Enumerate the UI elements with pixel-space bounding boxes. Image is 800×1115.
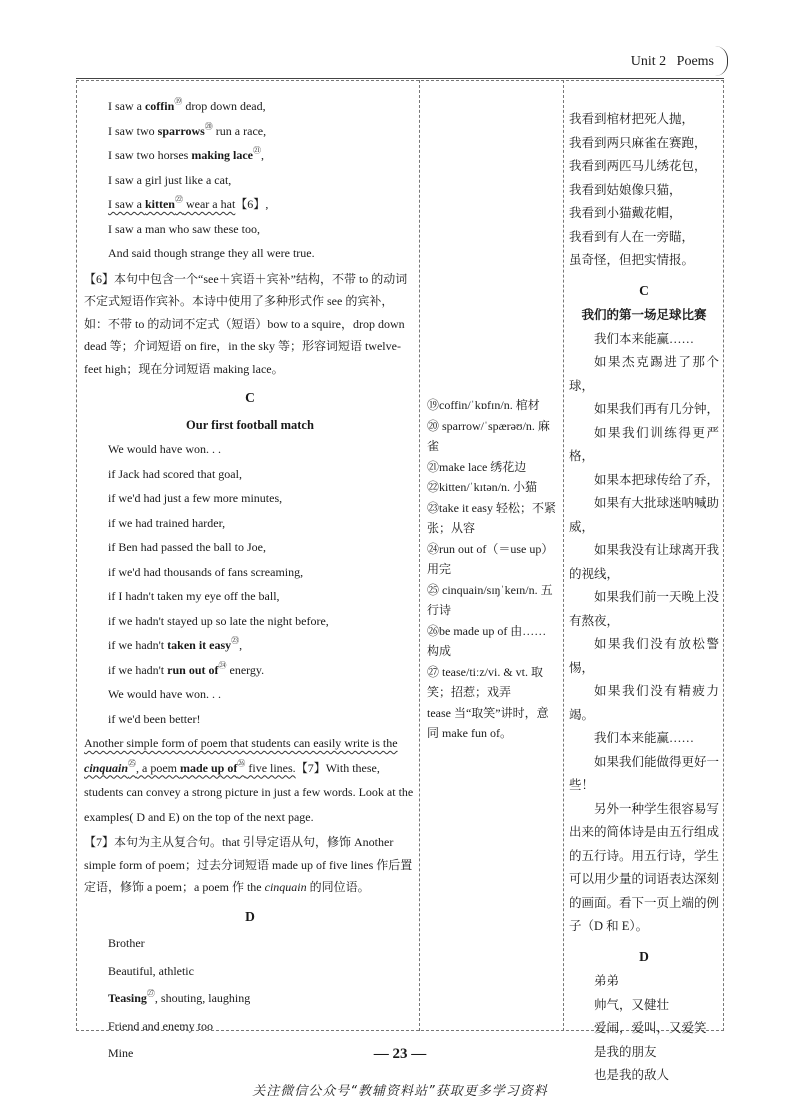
poem-a-ending bbox=[84, 94, 416, 266]
translation-line: 如果有大批球迷呐喊助威， bbox=[569, 496, 720, 534]
translation-line: 如果我们没有精疲力竭。 bbox=[569, 684, 719, 722]
column-divider-right bbox=[563, 80, 564, 1031]
poem-line: if we hadn't stayed up so late the night before, bbox=[108, 613, 329, 628]
translation-line: 弟弟 bbox=[594, 974, 620, 988]
translation-line: 虽奇怪，但把实情报。 bbox=[569, 253, 695, 267]
vocab-note: ㉓take it easy 轻松；不紧张；从容 bbox=[427, 500, 556, 535]
translation-line: 我们本来能赢…… bbox=[594, 731, 695, 745]
vocab-note: ㉒kitten/ˈkɪtən/n. 小猫 bbox=[427, 480, 537, 494]
vocab-note: ㉕ cinquain/sɪŋˈkeɪn/n. 五行诗 bbox=[427, 582, 553, 617]
poem-line: if Ben had passed the ball to Joe, bbox=[108, 540, 266, 554]
footer-promo: 关注微信公众号“教辅资料站”获取更多学习资料 bbox=[252, 1084, 548, 1099]
poem-d-translation bbox=[569, 970, 719, 1088]
poem-line: if we'd been better! bbox=[108, 711, 201, 726]
vocab-note: ⑲coffin/ˈkɒfɪn/n. 棺材 bbox=[427, 398, 540, 412]
note-7: 【7】本句为主从复合句。that 引导定语从句，修饰 Another simple form of poem；过去分词短语 made up of five lines 作后置定语，修饰 a poem；a poem 作 the cinquain 的同位语。 bbox=[84, 835, 413, 894]
unit-label: Unit 2 bbox=[630, 54, 667, 69]
column-divider-left bbox=[419, 80, 420, 1031]
poem-line: We would have won. . . bbox=[108, 687, 222, 701]
header-rule bbox=[76, 78, 724, 79]
header-bracket-decoration bbox=[715, 46, 728, 76]
poem-line: Friend and enemy too bbox=[108, 1018, 213, 1033]
translation-line: 帅气，又健壮 bbox=[594, 997, 670, 1012]
poem-line: if I hadn't taken my eye off the ball, bbox=[108, 589, 280, 603]
page-number: — 23 — bbox=[373, 1046, 427, 1062]
translation-line: 也是我的敌人 bbox=[594, 1068, 670, 1082]
translation-line: 如果我没有让球离开我的视线， bbox=[569, 543, 720, 581]
translation-line: 如果我们前一天晚上没有熬夜， bbox=[569, 590, 720, 628]
translation-line: 如果我们训练得更严格， bbox=[569, 425, 719, 463]
vocab-note: ㉖be made up of 由……构成 bbox=[427, 623, 547, 658]
vocab-note: ㉗ tease/tiːz/vi. & vt. 取笑；招惹；戏弄 bbox=[427, 664, 543, 699]
poem-line: if we'd had just a few more minutes, bbox=[108, 491, 283, 505]
cn-poem-c-title: 我们的第一场足球比赛 bbox=[581, 308, 707, 322]
cn-section-c-label: C bbox=[639, 282, 649, 298]
translation-line: 我看到有人在一旁瞄， bbox=[569, 229, 695, 244]
poem-line: Beautiful, athletic bbox=[108, 963, 194, 978]
poem-line: Brother bbox=[108, 936, 145, 950]
poem-line-annotated: I saw a kitten$^㉒$ wear a hat【6】, bbox=[108, 195, 269, 211]
translation-line: 我看到两只麻雀在赛跑， bbox=[569, 135, 707, 150]
note-ref-7: 【7】 bbox=[295, 760, 326, 775]
note-6: 【6】本句中包含一个“see＋宾语＋宾补”结构，不带 to 的动词不定式短语作宾补。本诗中使用了多种形式作 see 的宾补，如：不带 to 的动词不定式（短语）bow to a squire，drop down dead 等；介词短语 on fire，in the sky 等；形容词短语 twelve-feet high；现在分词短语 making lace。 bbox=[84, 271, 408, 376]
poem-line: if we had trained harder, bbox=[108, 515, 226, 530]
poem-line: Mine bbox=[108, 1046, 134, 1060]
translation-line: 我看到小猫戴花帽， bbox=[569, 206, 682, 220]
poem-line: I saw a girl just like a cat, bbox=[108, 172, 232, 187]
running-header bbox=[631, 54, 714, 70]
translation-line: 是我的朋友 bbox=[594, 1044, 657, 1059]
translation-line: 爱闹，爱叫，又爱笑 bbox=[594, 1021, 707, 1035]
poem-line: if we hadn't taken it easy$^㉓$, bbox=[108, 636, 243, 652]
poem-line: And said though strange they all were true. bbox=[108, 246, 315, 260]
vocab-note: ㉔run out of（＝use up）用完 bbox=[427, 541, 554, 576]
section-c-label: C bbox=[245, 390, 255, 405]
poem-a-translation bbox=[569, 108, 719, 273]
poem-line: if Jack had scored that goal, bbox=[108, 466, 242, 481]
poem-c bbox=[84, 437, 416, 731]
translation-line: 如果杰克踢进了那个球， bbox=[569, 355, 719, 393]
poem-line: I saw two horses making lace$^㉑$, bbox=[108, 146, 264, 162]
translation-line: 我们本来能赢…… bbox=[594, 331, 695, 346]
cn-section-d-label: D bbox=[639, 948, 649, 964]
vocab-note: ㉑make lace 绣花边 bbox=[427, 459, 527, 474]
poem-line: I saw a coffin⑲ drop down dead, bbox=[108, 97, 266, 113]
cinquain-paragraph: Another simple form of poem that students can easily write is the cinquain$^㉕$, a poem made up of$^㉖$ five lines.【7】With these, students can convey a strong picture in just a few words. Look at the examples( D and E) on the top of the next page. bbox=[84, 736, 414, 824]
poem-c-title: Our first football match bbox=[186, 417, 314, 432]
poem-line: We would have won. . . bbox=[108, 442, 222, 456]
poem-line: if we'd had thousands of fans screaming, bbox=[108, 564, 304, 579]
section-d-label: D bbox=[245, 908, 255, 924]
unit-title: Poems bbox=[676, 54, 714, 69]
english-column bbox=[84, 94, 416, 1069]
translation-line: 如果我们能做得更好一些！ bbox=[569, 754, 720, 792]
poem-line: if we hadn't run out of$^㉔$ energy. bbox=[108, 660, 265, 677]
chinese-translation-column bbox=[569, 108, 719, 1088]
poem-c-translation bbox=[569, 328, 719, 798]
note-ref-6: 【6】 bbox=[235, 197, 266, 211]
translation-line: 如果我们没有放松警惕， bbox=[569, 637, 719, 675]
translation-line: 如果我们再有几分钟， bbox=[594, 402, 720, 416]
vocabulary-notes-column bbox=[427, 395, 557, 744]
poem-line: I saw a man who saw these too, bbox=[108, 221, 260, 236]
translation-line: 如果本把球传给了乔， bbox=[594, 472, 720, 487]
vocab-note: tease 当“取笑”讲时，意同 make fun of。 bbox=[427, 705, 549, 740]
poem-line: I saw two sparrows⑳ run a race, bbox=[108, 121, 267, 138]
cinquain-paragraph-translation: 另外一种学生很容易写出来的简体诗是由五行组成的五行诗。用五行诗，学生可以用少量的词语表达深刻的画面。看下一页上端的例子（D 和 E）。 bbox=[569, 801, 720, 933]
translation-line: 我看到棺材把死人抛， bbox=[569, 112, 695, 126]
vocab-note: ⑳ sparrow/ˈspærəʊ/n. 麻雀 bbox=[427, 418, 550, 453]
translation-line: 我看到姑娘像只猫， bbox=[569, 182, 682, 197]
translation-line: 我看到两匹马儿绣花包， bbox=[569, 159, 707, 173]
poem-line: Teasing$^㉗$, shouting, laughing bbox=[108, 989, 251, 1005]
